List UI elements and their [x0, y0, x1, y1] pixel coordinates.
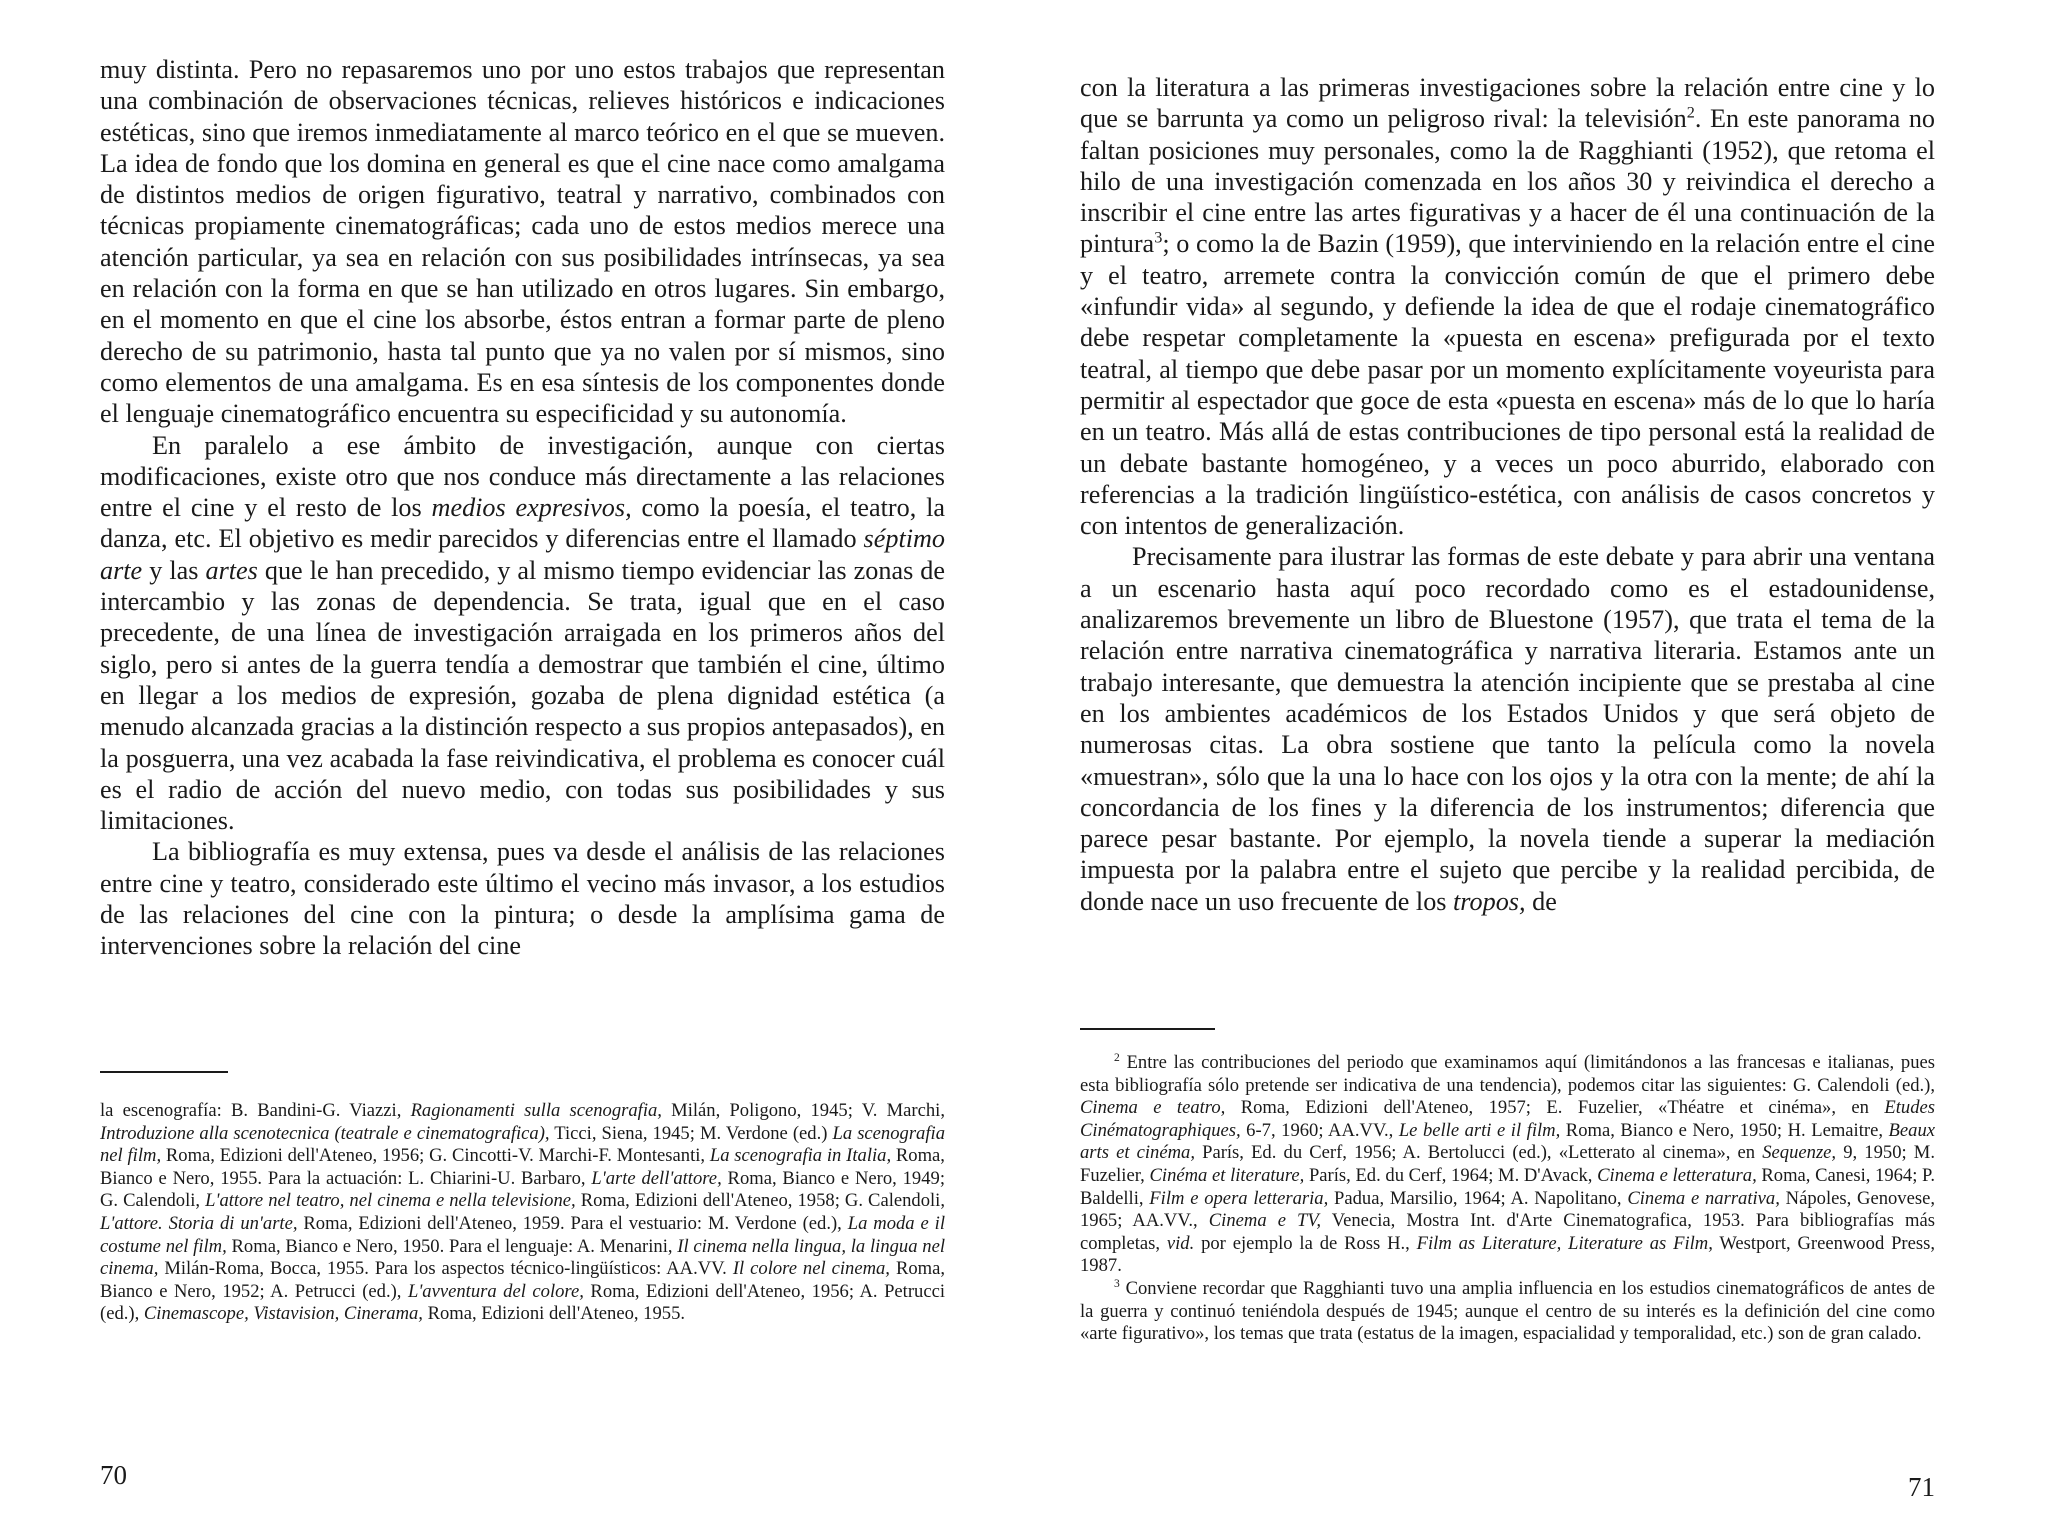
italic-text: séptimo arte [100, 524, 945, 585]
italic-text: Cinema e narrativa, [1627, 1187, 1780, 1209]
text-run: con la literatura a las primeras investigaciones sobre la relación entre cine y lo que se barrunta ya como un peligroso rival: la televisión [1080, 73, 1935, 134]
text-run: Nápoles, Genovese, 1965; AA.VV., [1080, 1187, 1935, 1232]
italic-text: La scenografia in Italia, [709, 1145, 892, 1167]
footnote-separator [1080, 1028, 1215, 1030]
paragraph [100, 836, 945, 961]
text-run: Westport, Greenwood Press, 1987. [1080, 1232, 1935, 1277]
paragraph [100, 54, 945, 430]
italic-text: L'avventura del colore, [407, 1280, 584, 1302]
italic-text: Il cinema nella lingua, la lingua nel cinema, [100, 1235, 945, 1280]
italic-text: Sequenze, [1762, 1142, 1837, 1164]
text-run: Padua, Marsilio, 1964; A. Napolitano, [1328, 1187, 1628, 1209]
footnote-separator [100, 1071, 228, 1073]
italic-text: medios expresivos, [431, 493, 632, 523]
footnote-marker: 3 [1114, 1277, 1120, 1290]
footnote [1080, 1052, 1935, 1278]
footnote-marker: 3 [1154, 228, 1163, 247]
italic-text: Il colore nel cinema, [732, 1258, 890, 1280]
paragraph [100, 430, 945, 837]
left-page [100, 0, 945, 1519]
text-run: Roma, Edizioni dell'Ateneo, 1955. [422, 1303, 686, 1325]
paragraph [1080, 541, 1935, 917]
footnote [100, 1100, 945, 1326]
text-run: como la poesía, el teatro, la danza, etc. El objetivo es medir parecidos y diferencias entre el llamado [100, 493, 945, 554]
text-run: ; o como la de Bazin (1959), que interviniendo en la relación entre el cine y el teatro, arremete contra la convicción común de que el primero debe «infundir vida» al segundo, y defiende la idea de que el rodaje cinematográfico debe respetar completamente la «puesta en escena» prefigurada por el texto teatral, al tiempo que debe pasar por un momento explícitamente voyeurista para permitir al espectador que goce de esta «puesta en escena» más de lo que lo haría en un teatro. Más allá de estas contribuciones de tipo personal está la realidad de un debate bastante homogéneo, y a veces un poco aburrido, elaborado con referencias a la tradición lingüístico-estética, con análisis de casos concretos y con intentos de generalización. [1080, 229, 1935, 541]
italic-text: La moda e il costume nel film, [100, 1212, 945, 1257]
italic-text: Cinema e letteratura, [1597, 1164, 1757, 1186]
paragraph [1080, 72, 1935, 541]
text-run: Precisamente para ilustrar las formas de este debate y para abrir una ventana a un escenario hasta aquí poco recordado como es el estadounidense, analizaremos brevemente un libro de Bluestone (1957), que trata el tema de la relación entre narrativa cinematográfica y narrativa literaria. Estamos ante un trabajo interesante, que demuestra la atención incipiente que se prestaba al cine en los ambientes académicos de los Estados Unidos y que será objeto de numerosas citas. La obra sostiene que tanto la película como la novela «muestran», sólo que la una lo hace con los ojos y la otra con la mente; de ahí la concordancia de los fines y la diferencia de los instrumentos; diferencia que parece pesar bastante. Por ejemplo, la novela tiende a superar la mediación impuesta por la palabra entre el sujeto que percibe y la realidad percibida, de donde nace un uso frecuente de los [1080, 542, 1935, 916]
italic-text: Etudes Cinématographiques, [1080, 1097, 1936, 1141]
italic-text: Cinéma et literature, [1149, 1164, 1305, 1186]
text-run: Ticci, Siena, 1945; M. Verdone (ed.) [549, 1122, 833, 1144]
text-run: 9, 1950; M. Fuzelier, [1080, 1142, 1935, 1186]
right-footnotes [1080, 1052, 1935, 1346]
right-body-text [1080, 72, 1935, 917]
text-run: 6-7, 1960; AA.VV., [1240, 1119, 1399, 1141]
italic-text: Beaux arts et cinéma, [1080, 1119, 1935, 1164]
italic-text: Film as Literature, Literature as Film, [1416, 1232, 1713, 1254]
text-run: de [1525, 886, 1557, 916]
text-run: Roma, Edizioni dell'Ateneo, 1957; E. Fuzelier, «Théatre et cinéma», en [1225, 1097, 1885, 1119]
text-run: muy distinta. Pero no repasaremos uno por uno estos trabajos que representan una combinación de observaciones técnicas, relieves históricos e indicaciones estéticas, sino que iremos inmediatamente al marco teórico en el que se mueven. La idea de fondo que los domina en general es que el cine nace como amalgama de distintos medios de origen figurativo, teatral y narrativo, combinados con técnicas propiamente cinematográficas; cada uno de estos medios merece una atención particular, ya sea en relación con sus posibilidades intrínsecas, ya sea en relación con la forma en que se han utilizado en otros lugares. Sin embargo, en el momento en que el cine los absorbe, éstos entran a formar parte de pleno derecho de su patrimonio, hasta tal punto que ya no valen por sí mismos, sino como elementos de una amalgama. Es en esa síntesis de los componentes donde el lenguaje cinematográfico encuentra su especificidad y su autonomía. [100, 55, 945, 429]
text-run: Roma, Canesi, 1964; P. Baldelli, [1080, 1164, 1935, 1209]
text-run: Milán-Roma, Bocca, 1955. Para los aspectos técnico-lingüísticos: AA.VV. [158, 1258, 733, 1280]
italic-text: L'attore nel teatro, nel cinema e nella televisione, [205, 1190, 576, 1212]
text-run: La bibliografía es muy extensa, pues va desde el análisis de las relaciones entre cine y teatro, considerado este último el vecino más invasor, a los estudios de las relaciones del cine con la pintura; o desde la amplísima gama de intervenciones sobre la relación del cine [100, 837, 945, 961]
italic-text: Ragionamenti sulla scenografia, [410, 1100, 662, 1121]
text-run: Conviene recordar que Ragghianti tuvo una amplia influencia en los estudios cinematográficos de antes de la guerra y continuó teniéndola después de 1945; aunque el centro de su interés es la definición del cine como «arte figurativo», los temas que trata (estatus de la imagen, espacialidad y temporalidad, etc.) son de gran calado. [1080, 1277, 1935, 1345]
italic-text: L'arte dell'attore, [591, 1167, 722, 1189]
text-run: Roma, Edizioni dell'Ateneo, 1956; A. Petrucci (ed.), [100, 1280, 946, 1325]
text-run: En paralelo a ese ámbito de investigación, aunque con ciertas modificaciones, existe otro que nos conduce más directamente a las relaciones entre el cine y el resto de los [100, 430, 945, 523]
text-run: París, Ed. du Cerf, 1956; A. Bertolucci (ed.), «Letterato al cinema», en [1194, 1142, 1763, 1164]
text-run: Roma, Bianco e Nero, 1949; G. Calendoli, [100, 1167, 945, 1212]
italic-text: L'attore. Storia di un'arte, [100, 1212, 298, 1234]
italic-text: La scenografia nel film, [100, 1122, 945, 1167]
left-body-text [100, 54, 945, 962]
text-run: Roma, Edizioni dell'Ateneo, 1958; G. Calendoli, [575, 1190, 945, 1212]
italic-text: Cinemascope, Vistavision, Cinerama, [143, 1303, 423, 1325]
right-page [1080, 0, 1935, 1519]
footnote-marker: 2 [1114, 1051, 1120, 1064]
text-run: Venecia, Mostra Int. d'Arte Cinematografica, 1953. Para bibliografías más completas, [1080, 1210, 1936, 1254]
italic-text: Cinema e teatro, [1080, 1097, 1226, 1119]
italic-text: vid. [1166, 1232, 1195, 1254]
text-run: Roma, Bianco e Nero, 1950; H. Lemaitre, [1560, 1119, 1889, 1141]
page-number: 70 [100, 1460, 127, 1490]
text-run: Roma, Edizioni dell'Ateneo, 1959. Para el vestuario: M. Verdone (ed.), [297, 1212, 848, 1234]
text-run: la escenografía: B. Bandini-G. Viazzi, [100, 1100, 411, 1121]
italic-text: Film e opera letteraria, [1149, 1187, 1329, 1209]
text-run: por ejemplo la de Ross H., [1194, 1232, 1417, 1254]
left-footnotes [100, 1100, 945, 1326]
text-run: que le han precedido, y al mismo tiempo evidenciar las zonas de intercambio y las zonas de dependencia. Se trata, igual que en el caso precedente, de una línea de investigación arraigada en los primeros años del siglo, pero si antes de la guerra tendía a demostrar que también el cine, último en llegar a los medios de expresión, gozaba de plena dignidad estética (a menudo alcanzada gracias a la distinción respecto a sus propios antepasados), en la posguerra, una vez acabada la fase reivindicativa, el problema es conocer cuál es el radio de acción del nuevo medio, con todas sus posibilidades y sus limitaciones. [100, 555, 946, 836]
italic-text: tropos, [1453, 886, 1526, 916]
text-run: París, Ed. du Cerf, 1964; M. D'Avack, [1304, 1164, 1598, 1186]
text-run: Roma, Edizioni dell'Ateneo, 1956; G. Cincotti-V. Marchi-F. Montesanti, [161, 1145, 710, 1167]
footnote [1080, 1278, 1935, 1346]
italic-text: Le belle arti e il film, [1398, 1119, 1561, 1141]
text-run: Milán, Poligono, 1945; V. Marchi, [661, 1100, 945, 1121]
italic-text: artes [205, 555, 258, 585]
text-run: Entre las contribuciones del periodo que examinamos aquí (limitándonos a las francesas e italianas, pues esta bibliografía sólo pretende ser indicativa de una tendencia), podemos citar las siguientes: G. Calendoli (ed.), [1080, 1052, 1935, 1096]
text-run: Roma, Bianco e Nero, 1950. Para el lenguaje: A. Menarini, [226, 1235, 678, 1257]
text-run: Roma, Bianco e Nero, 1955. Para la actuación: L. Chiarini-U. Barbaro, [100, 1145, 945, 1189]
page-number: 71 [1908, 1472, 1935, 1502]
text-run: y las [142, 555, 206, 585]
text-run: . En este panorama no faltan posiciones muy personales, como la de Ragghianti (1952), que retoma el hilo de una investigación comenzada en los años 30 y reivindica el derecho a inscribir el cine entre las artes figurativas y a hacer de él una continuación de la pintura [1080, 104, 1936, 259]
italic-text: Cinema e TV, [1208, 1210, 1322, 1232]
text-run: Roma, Bianco e Nero, 1952; A. Petrucci (ed.), [100, 1258, 946, 1302]
footnote-marker: 2 [1686, 103, 1695, 122]
italic-text: Introduzione alla scenotecnica (teatrale e cinematografica), [100, 1122, 550, 1144]
